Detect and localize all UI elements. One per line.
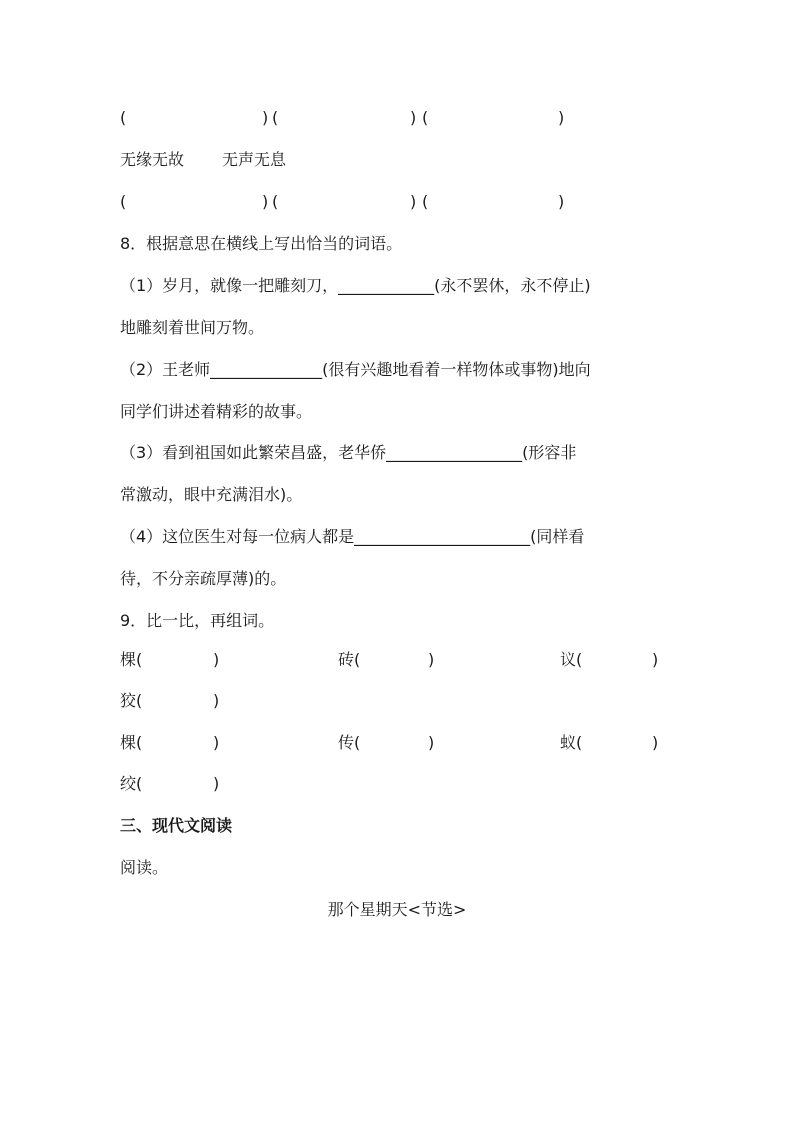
- q9-r1-char-3: 议(: [560, 650, 583, 669]
- q9-r1-char-2: 砖(: [338, 650, 361, 669]
- q9-r2-close-1: ): [213, 733, 220, 752]
- q8-item-1-line-2: 地雕刻着世间万物。: [120, 318, 265, 337]
- paren-open-3: (: [422, 108, 429, 127]
- q8-item-2-line-2: 同学们讲述着精彩的故事。: [120, 402, 313, 421]
- q8-item-3-line-1: （3）看到祖国如此繁荣昌盛，老华侨_________________(形容非: [120, 443, 577, 462]
- q8-item-4-line-1: （4）这位医生对每一位病人都是______________________(同样看: [120, 527, 585, 546]
- q9-r1-close-3: ): [652, 650, 659, 669]
- word-wushengwuxi: 无声无息: [222, 150, 287, 169]
- q9-r1-close-2: ): [428, 650, 435, 669]
- paren-open-2: (: [272, 108, 279, 127]
- q8-item-1-line-1: （1）岁月，就像一把雕刻刀，____________(永不罢休，永不停止): [120, 276, 591, 295]
- paren-close-6: ): [558, 192, 565, 211]
- paren-close-1: ): [262, 108, 269, 127]
- q9-r1-char-1: 棵(: [120, 650, 143, 669]
- q9-r2-char-3: 蚁(: [560, 733, 583, 752]
- paren-open-4: (: [120, 192, 127, 211]
- question-8-title: 8．根据意思在横线上写出恰当的词语。: [120, 234, 403, 253]
- reading-instruction: 阅读。: [120, 858, 169, 877]
- q9-r1-close-1: ): [213, 650, 220, 669]
- q8-item-4-line-2: 待，不分亲疏厚薄)的。: [120, 569, 287, 588]
- q8-item-3-line-2: 常激动，眼中充满泪水)。: [120, 485, 303, 504]
- q9-r1b-close-1: ): [213, 691, 220, 710]
- q9-r2-close-2: ): [428, 733, 435, 752]
- paren-open-1: (: [120, 108, 127, 127]
- q9-r1b-char-1: 狡(: [120, 691, 143, 710]
- question-9-title: 9．比一比，再组词。: [120, 611, 275, 630]
- q9-r2-char-1: 棵(: [120, 733, 143, 752]
- q9-r2b-char-1: 绞(: [120, 774, 143, 793]
- q8-item-2-line-1: （2）王老师______________(很有兴趣地看着一样物体或事物)地向: [120, 360, 591, 379]
- paren-open-6: (: [422, 192, 429, 211]
- paren-close-2: ): [410, 108, 417, 127]
- paren-open-5: (: [272, 192, 279, 211]
- passage-title: 那个星期天<节选>: [327, 900, 467, 919]
- word-wuyuanwugu: 无缘无故: [120, 150, 185, 169]
- paren-close-5: ): [410, 192, 417, 211]
- q9-r2b-close-1: ): [213, 774, 220, 793]
- q9-r2-close-3: ): [652, 733, 659, 752]
- paren-close-3: ): [558, 108, 565, 127]
- paren-close-4: ): [262, 192, 269, 211]
- section-3-heading: 三、现代文阅读: [120, 816, 233, 835]
- q9-r2-char-2: 传(: [338, 733, 361, 752]
